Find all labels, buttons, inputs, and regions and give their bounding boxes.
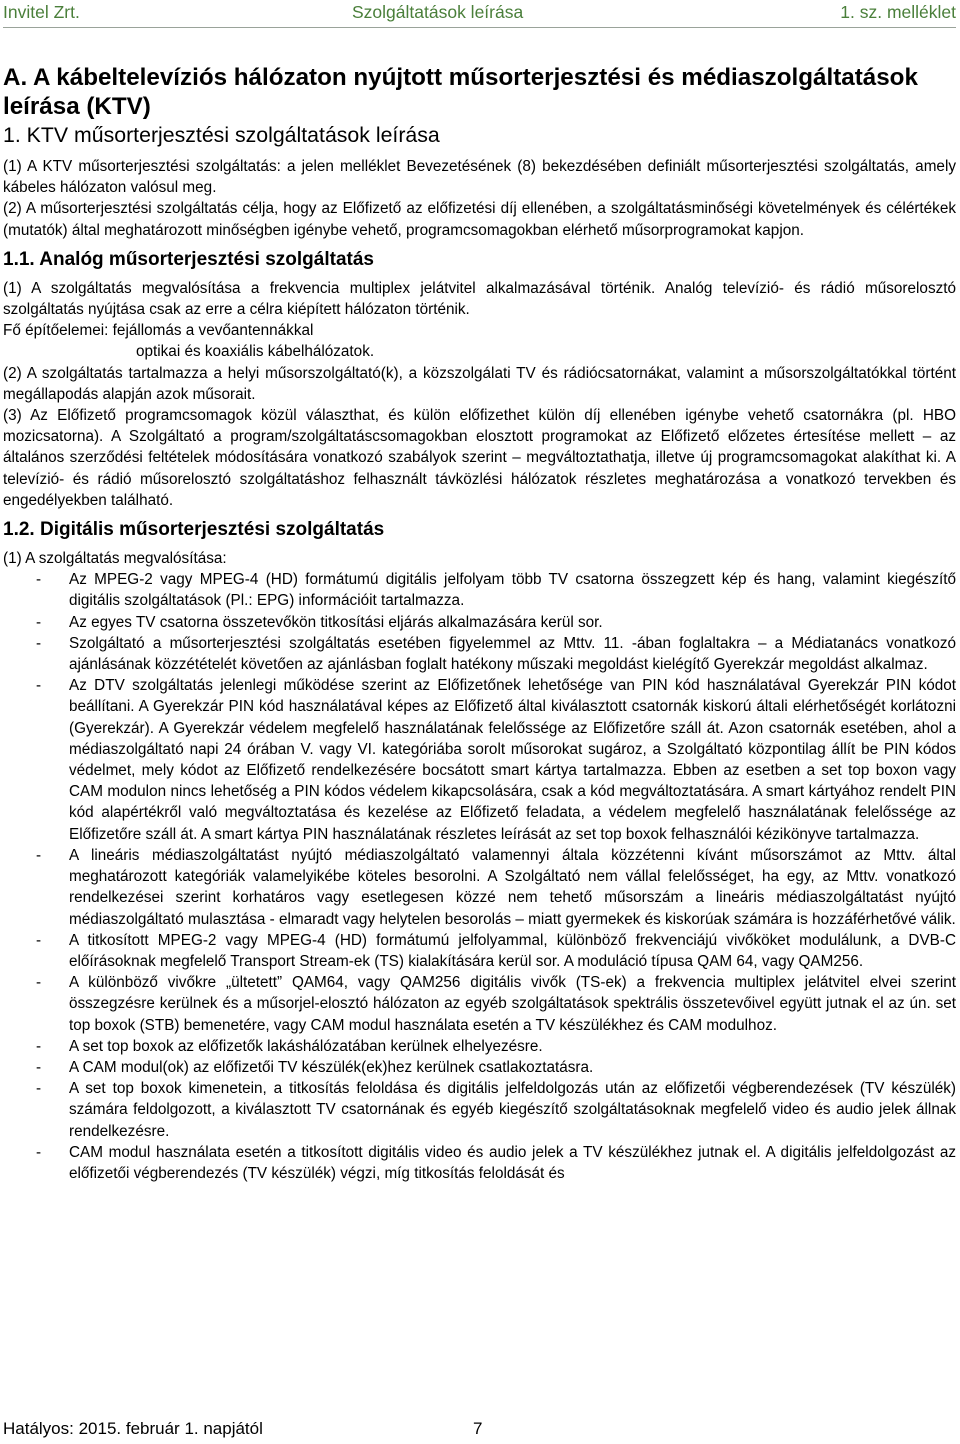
document-body xyxy=(3,63,956,1184)
header-rule xyxy=(3,27,956,28)
list-item xyxy=(3,1078,956,1142)
list-dash: - xyxy=(36,846,42,864)
list-dash: - xyxy=(36,1058,42,1076)
list-dash: - xyxy=(36,931,42,949)
dash-list xyxy=(3,569,956,1184)
list-item-text: Szolgáltató a műsorterjesztési szolgáltatás esetében figyelemmel az Mttv. 11. -ában foglaltakra – a Médiatanács vonatkozó ajánlásának közzétételét követően az ajánlásban foglalt hatékony műszaki megoldást kielégítő Gyerekzár megoldást alkalmaz. xyxy=(69,634,956,674)
list-dash: - xyxy=(36,634,42,652)
list-dash: - xyxy=(36,1037,42,1055)
list-item-text: Az MPEG-2 vagy MPEG-4 (HD) formátumú digitális jelfolyam több TV csatorna összegzett kép és hang, valamint kiegészítő digitális szolgáltatások (Pl.: EPG) információit tartalmazza. xyxy=(69,571,956,610)
paragraph: (1) A KTV műsorterjesztési szolgáltatás: a jelen melléklet Bevezetésének (8) bekezdésében definiált műsorterjesztési szolgáltatás, amely kábeles hálózaton valósul meg. xyxy=(3,158,956,197)
list-item-text: Az DTV szolgáltatás jelenlegi működése szerint az Előfizetőnek lehetősége van PIN kód használatával Gyerekzár PIN kódot beállítani. A Gyerekzár PIN kód használatával képes az Előfizető által kiválasztott csatornák kiskorú általi elérhetőségét korlátozni (Gyerekzár). A Gyerekzár védelem megfelelő használatának felelőssége az Előfizetőre száll át. Azon csatornák esetében, ahol a médiaszolgáltató napi 24 órában V. vagy VI. kategóriába sorolt műsorokat sugároz, a Szolgáltató központilag állít be PIN kódos védelmet, mely kódot az Előfizető rendelkezésére bocsátott smart kártya tartalmazza. Ebben az esetben a set top boxon vagy CAM modulon nincs lehetőség a PIN kódos védelem kikapcsolására, csak a kód megváltoztatására. A smart kártyához rendelt PIN kód alapértékről való megváltoztatása és kezelése az Előfizető feladata, a védelem megfelelő használatának felelőssége az Előfizetőre száll át. A smart kártya PIN használatának részletes leírását az set top boxok felhasználói kézikönyve tartalmazza. xyxy=(69,677,956,843)
header-doc-title: Szolgáltatások leírása xyxy=(352,2,524,22)
paragraph: (3) Az Előfizető programcsomagok közül választhat, és külön előfizethet külön díj ellenében igénybe vehető csatornákra (pl. HBO mozicsatorna). A Szolgáltató a program/szolgáltatáscsomagokban elosztott programokat az Előfizető előzetes értesítése mellett – az általános szerződési feltételek módosítására vonatkozó szabályok szerint – megváltoztathatja, illetve új programcsomagokat alakíthat ki. A televízió- és rádió műsorelosztó szolgáltatáshoz felhasznált távközlési hálózatok részletes meghatározása a vonatkozó tervekben és engedélyekben található. xyxy=(3,407,956,509)
list-item-text: A CAM modul(ok) az előfizetői TV készülék(ek)hez kerülnek csatlakoztatásra. xyxy=(69,1058,594,1076)
list-item-text: CAM modul használata esetén a titkosított digitális video és audio jelek a TV készülékhez jutnak el. A digitális jelfeldolgozást az előfizetői végberendezés (TV készülék) végzi, míg titkosítás feloldását és xyxy=(69,1143,956,1182)
heading-section-1-1: 1.1. Analóg műsorterjesztési szolgáltatás xyxy=(3,248,374,270)
list-item xyxy=(3,569,956,611)
heading-section-1-2: 1.2. Digitális műsorterjesztési szolgáltatás xyxy=(3,519,385,541)
document-page xyxy=(3,0,959,1444)
list-item xyxy=(3,633,956,675)
list-dash: - xyxy=(36,974,42,992)
list-item-text: A set top boxok kimenetein, a titkosítás feloldása és digitális jelfeldolgozás után az előfizetői végberendezések (TV készülék) számára feldolgozott, a kiválasztott TV csatornának és egyéb kiegészítő szolgáltatásoknak megfelelő video és audio jelek állnak rendelkezésre. xyxy=(69,1080,956,1140)
list-dash: - xyxy=(36,613,42,631)
footer-validity: Hatályos: 2015. február 1. napjától xyxy=(3,1419,263,1438)
list-item-text: A set top boxok az előfizetők lakáshálózatában kerülnek elhelyezésre. xyxy=(69,1037,543,1055)
header-company: Invitel Zrt. xyxy=(3,2,80,22)
list-item xyxy=(3,972,956,1036)
list-item-text: A titkosított MPEG-2 vagy MPEG-4 (HD) formátumú jelfolyammal, különböző frekvenciájú vivőköket modulálunk, a DVB-C előírásoknak megfelelő Transport Stream-ek (TS) kialakítására kerül sor. A moduláció típusa QAM 64, vagy QAM256. xyxy=(69,931,956,970)
header-annex: 1. sz. melléklet xyxy=(840,2,956,22)
list-item xyxy=(3,1057,956,1078)
paragraph: (2) A műsorterjesztési szolgáltatás célja, hogy az Előfizető az előfizetési díj ellenében, a szolgáltatásminőségi követelmények és célértékek (mutatók) által meghatározott minőségben igénybe vehető, programcsomagokban elérhető műsorprogramokat kapjon. xyxy=(3,200,956,239)
list-dash: - xyxy=(36,1080,42,1098)
list-item xyxy=(3,612,956,633)
page-header xyxy=(3,2,956,24)
list-item xyxy=(3,675,956,845)
list-item-text: A különböző vivőkre „ültetett” QAM64, vagy QAM256 digitális vivők (TS-ek) a frekvencia multiplex jelátvitel elvei szerint összegzésre kerülnek és a műsorjel-elosztó hálózaton az egyéb szolgáltatások spektrális összetevőivel együtt jutnak el az ún. set top boxok (STB) bemenetére, vagy CAM modul használata esetén a TV készülékhez és CAM modulhoz. xyxy=(69,974,956,1034)
list-dash: - xyxy=(36,677,42,695)
list-item-text: A lineáris médiaszolgáltatást nyújtó médiaszolgáltató valamennyi általa közzétenni kívánt műsorszámot az Mttv. által meghatározott kategóriák valamelyikébe köteles besorolni. A Szolgáltató nem vállal felelősséget, ha egy, az Mttv. vonatkozó rendelkezései szerint korhatáros vagy esetlegesen közzé nem tehető műsorszám a lineáris médiaszolgáltatást nyújtó médiaszolgáltató mulasztása - elmaradt vagy helytelen besorolás – miatt gyermekek és kiskorúak számára is hozzáférhetővé válik. xyxy=(69,846,956,928)
paragraph: (2) A szolgáltatás tartalmazza a helyi műsorszolgáltató(k), a közszolgálati TV és rádiócsatornákat, valamint a műsorszolgáltatókkal történt megállapodás alapján azok műsorait. xyxy=(3,364,956,403)
paragraph: Fő építőelemei: fejállomás a vevőantennákkal xyxy=(3,322,314,340)
page-number: 7 xyxy=(473,1419,483,1438)
heading-section-1: 1. KTV műsorterjesztési szolgáltatások leírása xyxy=(3,123,440,147)
paragraph: (1) A szolgáltatás megvalósítása: xyxy=(3,550,227,568)
list-item xyxy=(3,1142,956,1184)
heading-part-a: A. A kábeltelevíziós hálózaton nyújtott műsorterjesztési és médiaszolgáltatások leírása (KTV) xyxy=(3,64,918,120)
page-footer xyxy=(3,1419,956,1439)
paragraph: optikai és koaxiális kábelhálózatok. xyxy=(136,343,375,361)
paragraph: (1) A szolgáltatás megvalósítása a frekvencia multiplex jelátvitel alkalmazásával történik. Analóg televízió- és rádió műsorelosztó szolgáltatás nyújtása csak az erre a célra kiépített hálózaton történik. xyxy=(3,279,956,319)
list-dash: - xyxy=(36,1143,42,1161)
list-item-text: Az egyes TV csatorna összetevőkön titkosítási eljárás alkalmazására kerül sor. xyxy=(69,613,603,631)
list-item xyxy=(3,1036,956,1057)
list-item xyxy=(3,845,956,930)
list-dash: - xyxy=(36,571,42,589)
list-item xyxy=(3,930,956,972)
